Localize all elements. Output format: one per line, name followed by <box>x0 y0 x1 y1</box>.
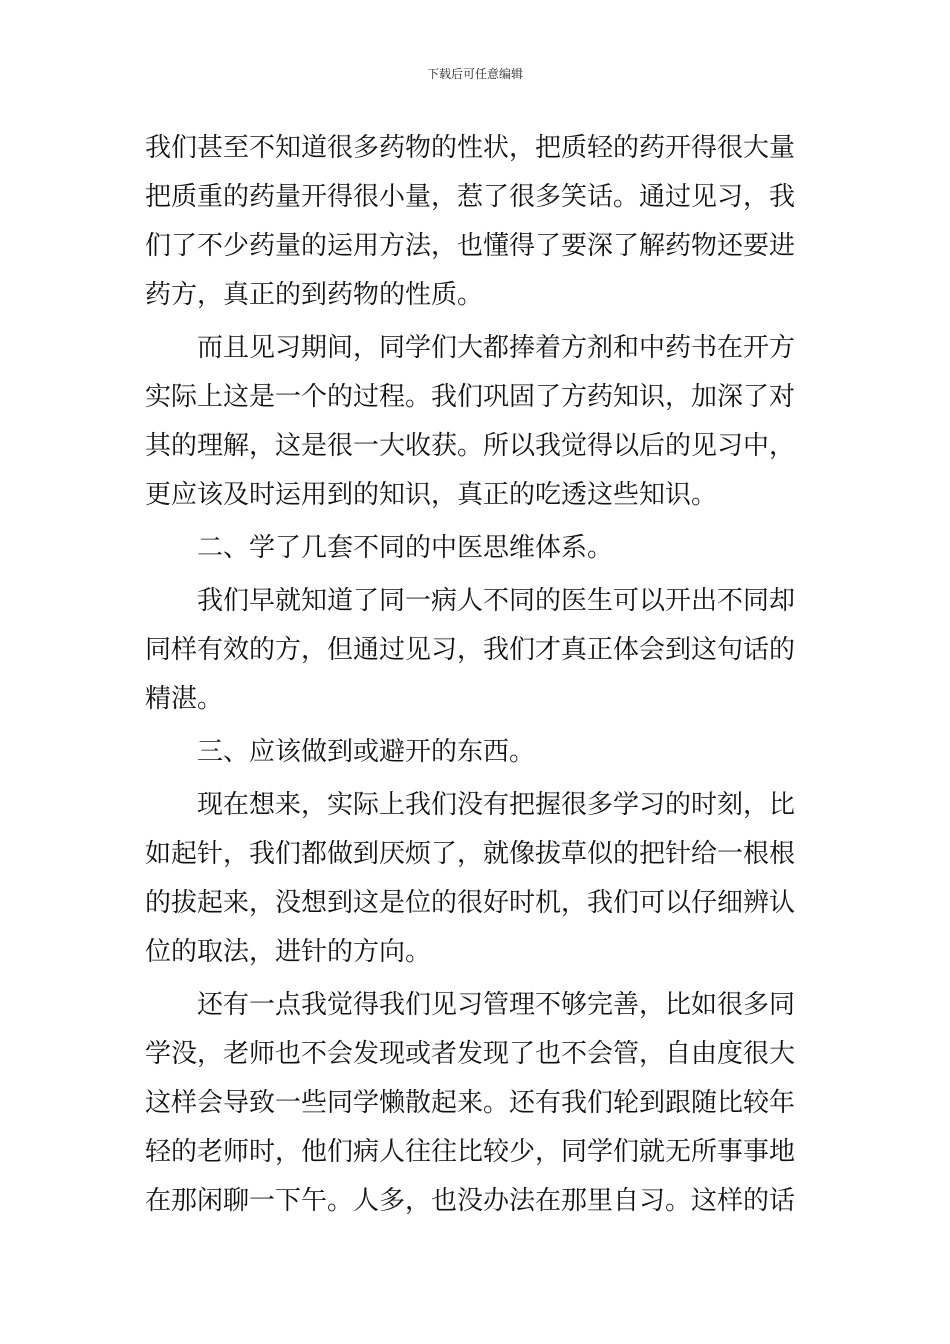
paragraph <box>145 781 810 977</box>
text-line: 现在想来，实际上我们没有把握很多学习的时刻，比 <box>145 790 796 820</box>
section-heading <box>145 524 810 573</box>
paragraph <box>145 124 810 320</box>
paragraph <box>145 324 810 520</box>
text-line: 而且见习期间，同学们大都捧着方剂和中药书在开方 <box>145 333 796 363</box>
text-line: 其的理解，这是很一大收获。所以我觉得以后的见习中， <box>145 431 796 461</box>
paragraph <box>145 577 810 724</box>
text-line: 二、学了几套不同的中医思维体系。 <box>145 533 614 563</box>
text-line: 位的取法，进针的方向。 <box>145 937 432 967</box>
text-line: 们了不少药量的运用方法，也懂得了要深了解药物还要进 <box>145 231 796 261</box>
text-line: 药方，真正的到药物的性质。 <box>145 280 484 310</box>
text-line: 实际上这是一个的过程。我们巩固了方药知识，加深了对 <box>145 382 796 412</box>
text-line: 三、应该做到或避开的东西。 <box>145 737 536 767</box>
text-line: 同样有效的方，但通过见习，我们才真正体会到这句话的 <box>145 635 796 665</box>
text-line: 的拔起来，没想到这是位的很好时机，我们可以仔细辨认 <box>145 888 796 918</box>
text-line: 这样会导致一些同学懒散起来。还有我们轮到跟随比较年 <box>145 1088 796 1118</box>
document-body <box>145 124 810 1226</box>
text-line: 我们甚至不知道很多药物的性状，把质轻的药开得很大量 <box>145 133 796 163</box>
text-line: 如起针，我们都做到厌烦了，就像拔草似的把针给一根根 <box>145 839 796 869</box>
page-header: 下载后可任意编辑 <box>426 67 523 81</box>
text-line: 轻的老师时，他们病人往往比较少，同学们就无所事事地 <box>145 1137 796 1167</box>
section-heading <box>145 728 810 777</box>
text-line: 把质重的药量开得很小量，惹了很多笑话。通过见习，我 <box>145 182 796 212</box>
text-line: 更应该及时运用到的知识，真正的吃透这些知识。 <box>145 480 718 510</box>
text-line: 学没，老师也不会发现或者发现了也不会管，自由度很大 <box>145 1039 796 1069</box>
text-line: 我们早就知道了同一病人不同的医生可以开出不同却 <box>145 586 796 616</box>
text-line: 在那闲聊一下午。人多，也没办法在那里自习。这样的话 <box>145 1186 796 1216</box>
text-line: 还有一点我觉得我们见习管理不够完善，比如很多同 <box>145 990 796 1020</box>
text-line: 精湛。 <box>145 684 224 714</box>
paragraph <box>145 981 810 1226</box>
